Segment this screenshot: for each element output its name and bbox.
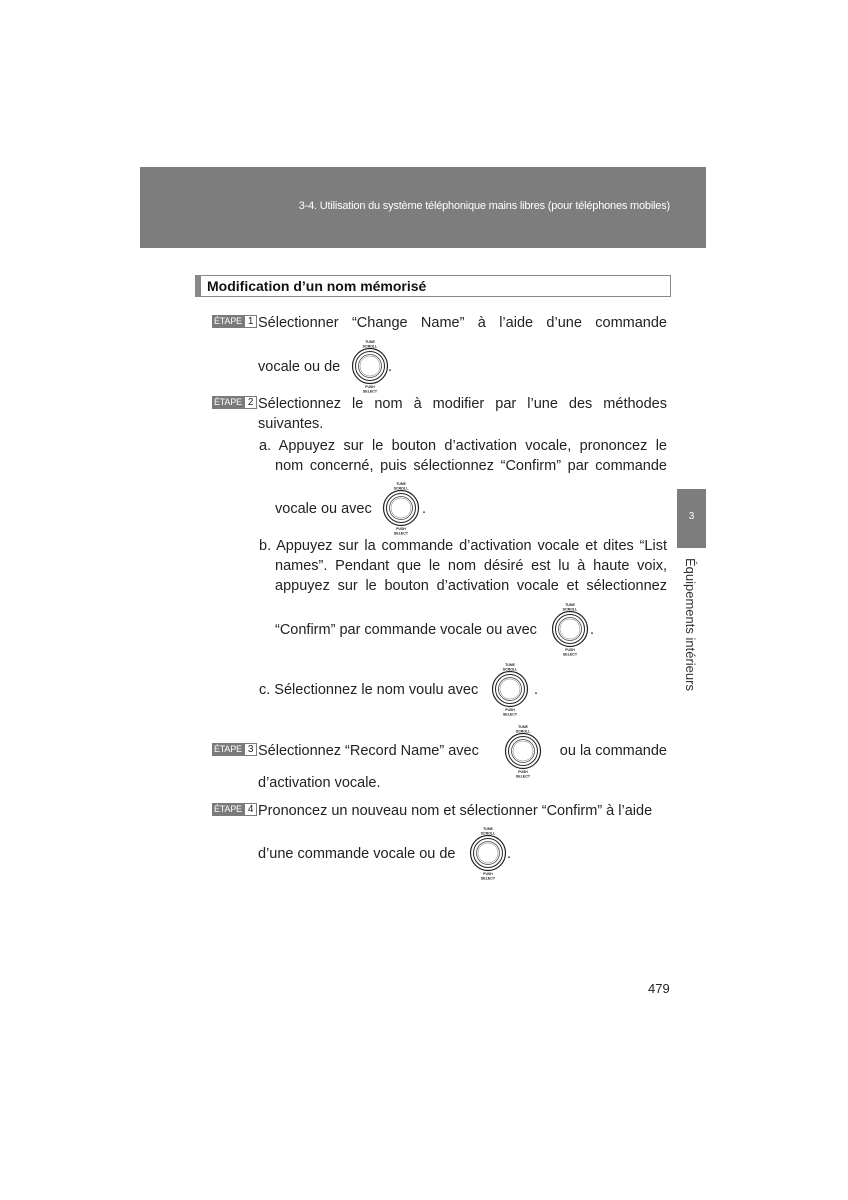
method-b-line: . bbox=[590, 622, 595, 638]
tune-select-knob-icon bbox=[379, 480, 423, 536]
method-a-line: vocale ou avec bbox=[275, 501, 372, 517]
chapter-header-band bbox=[140, 167, 706, 248]
step-text-line: vocale ou de bbox=[258, 359, 341, 375]
step-text-line: d’activation vocale. bbox=[258, 775, 381, 791]
step-text-line: ou la commande bbox=[559, 743, 667, 759]
svg-text:PUSH: PUSH bbox=[483, 872, 493, 876]
svg-text:TUNE: TUNE bbox=[483, 827, 493, 831]
svg-text:SCROLL: SCROLL bbox=[562, 607, 578, 612]
step-badge-number: 2 bbox=[244, 396, 258, 409]
section-title: Modification d’un nom mémorisé bbox=[207, 278, 427, 294]
step-badge-number: 3 bbox=[244, 743, 258, 756]
svg-text:TUNE: TUNE bbox=[518, 725, 528, 729]
method-a-line: nom concerné, puis sélectionnez “Confirm” par commande bbox=[275, 458, 667, 474]
svg-text:SCROLL: SCROLL bbox=[393, 486, 409, 491]
step-badge-label: ÉTAPE bbox=[214, 744, 242, 754]
svg-text:PUSH: PUSH bbox=[565, 648, 575, 652]
method-b-line: b. Appuyez sur la commande d’activation vocale et dites “List bbox=[259, 538, 667, 554]
svg-text:SELECT: SELECT bbox=[362, 389, 378, 394]
svg-text:TUNE: TUNE bbox=[365, 340, 375, 344]
method-a-line: . bbox=[422, 501, 427, 517]
step-text-line: Sélectionnez le nom à modifier par l’une des méthodes bbox=[258, 396, 667, 412]
svg-text:SCROLL: SCROLL bbox=[502, 667, 518, 672]
tune-select-knob-icon bbox=[466, 825, 510, 881]
method-b-line: appuyez sur le bouton d’activation vocale et sélectionnez bbox=[275, 578, 667, 594]
svg-text:SELECT: SELECT bbox=[562, 652, 578, 657]
step-text-line: Sélectionnez “Record Name” avec bbox=[258, 743, 479, 759]
step-badge bbox=[212, 315, 257, 328]
method-a-line: a. Appuyez sur le bouton d’activation vocale, prononcez le bbox=[259, 438, 667, 454]
step-badge-label: ÉTAPE bbox=[214, 316, 242, 326]
svg-text:SELECT: SELECT bbox=[502, 712, 518, 717]
method-b-line: “Confirm” par commande vocale ou avec bbox=[275, 622, 537, 638]
tune-select-knob-icon bbox=[501, 723, 545, 779]
svg-text:SELECT: SELECT bbox=[393, 531, 409, 536]
svg-text:PUSH: PUSH bbox=[505, 708, 515, 712]
svg-text:TUNE: TUNE bbox=[396, 482, 406, 486]
section-heading-box bbox=[195, 275, 671, 297]
svg-text:TUNE: TUNE bbox=[505, 663, 515, 667]
step-badge-label: ÉTAPE bbox=[214, 804, 242, 814]
svg-text:TUNE: TUNE bbox=[565, 603, 575, 607]
svg-text:PUSH: PUSH bbox=[396, 527, 406, 531]
tune-select-knob-icon bbox=[488, 661, 532, 717]
step-text-line: suivantes. bbox=[258, 416, 324, 432]
page-number: 479 bbox=[648, 981, 670, 996]
svg-text:SCROLL: SCROLL bbox=[362, 344, 378, 349]
step-badge-number: 1 bbox=[244, 315, 258, 328]
step-text-line: . bbox=[388, 359, 393, 375]
svg-text:SELECT: SELECT bbox=[515, 774, 531, 779]
method-b-line: names”. Pendant que le nom désiré est lu à haute voix, bbox=[275, 558, 667, 574]
step-badge bbox=[212, 803, 257, 816]
step-badge bbox=[212, 396, 257, 409]
method-c-line: . bbox=[534, 682, 539, 698]
svg-text:SCROLL: SCROLL bbox=[480, 831, 496, 836]
svg-text:PUSH: PUSH bbox=[365, 385, 375, 389]
svg-text:PUSH: PUSH bbox=[518, 770, 528, 774]
chapter-header-title: 3-4. Utilisation du système téléphonique mains libres (pour téléphones mobiles) bbox=[298, 200, 670, 212]
step-badge bbox=[212, 743, 257, 756]
svg-text:SELECT: SELECT bbox=[480, 876, 496, 881]
step-badge-label: ÉTAPE bbox=[214, 397, 242, 407]
method-c-line: c. Sélectionnez le nom voulu avec bbox=[259, 682, 479, 698]
chapter-side-tab bbox=[677, 489, 706, 548]
svg-text:SCROLL: SCROLL bbox=[515, 729, 531, 734]
step-text-line: Sélectionner “Change Name” à l’aide d’une commande bbox=[258, 315, 667, 331]
section-heading-accent-bar bbox=[196, 276, 201, 296]
tune-select-knob-icon bbox=[348, 338, 392, 394]
tune-select-knob-icon bbox=[548, 601, 595, 657]
step-text-line: d’une commande vocale ou de bbox=[258, 846, 456, 862]
step-badge-number: 4 bbox=[244, 803, 258, 816]
chapter-side-label: Équipements intérieurs bbox=[683, 558, 698, 691]
chapter-side-tab-number: 3 bbox=[688, 511, 695, 522]
step-text-line: . bbox=[507, 846, 512, 862]
step-text-line: Prononcez un nouveau nom et sélectionner “Confirm” à l’aide bbox=[258, 803, 653, 819]
